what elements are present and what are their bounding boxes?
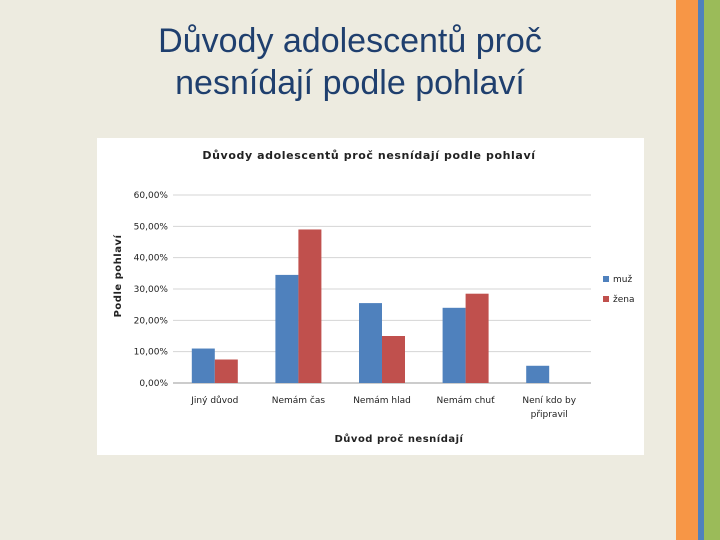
decor-stripe-orange: [676, 0, 698, 540]
slide-title: [60, 20, 640, 104]
bar-muz: [526, 366, 549, 383]
bar-chart: [97, 138, 644, 455]
bar-zena: [215, 360, 238, 384]
x-tick-label: připravil: [530, 410, 568, 420]
y-axis-ticks: [134, 191, 169, 389]
x-axis-ticks: [190, 395, 576, 420]
slide-title-line-1: Důvody adolescentů proč: [158, 22, 542, 60]
legend-label: muž: [613, 275, 633, 285]
chart-container: [97, 138, 644, 455]
bars: [192, 229, 549, 383]
slide-title-line-2: nesnídají podle pohlaví: [175, 64, 525, 102]
y-axis-title: Podle pohlaví: [113, 234, 124, 318]
bar-muz: [443, 308, 466, 383]
legend-swatch: [603, 276, 609, 282]
y-tick-label: 60,00%: [133, 191, 168, 201]
bar-zena: [382, 336, 405, 383]
x-tick-label: Nemám hlad: [353, 396, 411, 406]
y-tick-label: 20,00%: [133, 316, 168, 327]
legend-swatch: [603, 296, 609, 302]
legend-label: žena: [613, 295, 635, 305]
decor-stripe-green: [704, 0, 720, 540]
y-tick-label: 10,00%: [133, 347, 168, 358]
x-tick-label: Není kdo by: [522, 396, 577, 406]
bar-zena: [466, 294, 489, 383]
legend: [603, 275, 634, 305]
x-tick-label: Jiný důvod: [191, 396, 239, 406]
bar-muz: [359, 303, 382, 383]
x-tick-label: Nemám chuť: [436, 396, 495, 406]
y-tick-label: 30,00%: [133, 285, 168, 295]
y-tick-label: 40,00%: [133, 253, 168, 264]
chart-title: Důvody adolescentů proč nesnídají podle pohlaví: [202, 149, 536, 162]
x-tick-label: Nemám čas: [271, 396, 326, 406]
bar-zena: [298, 229, 321, 383]
bar-muz: [192, 349, 215, 383]
x-axis-title: Důvod proč nesnídají: [334, 434, 464, 445]
y-tick-label: 0,00%: [139, 379, 168, 389]
y-tick-label: 50,00%: [133, 222, 168, 233]
bar-muz: [275, 275, 298, 383]
